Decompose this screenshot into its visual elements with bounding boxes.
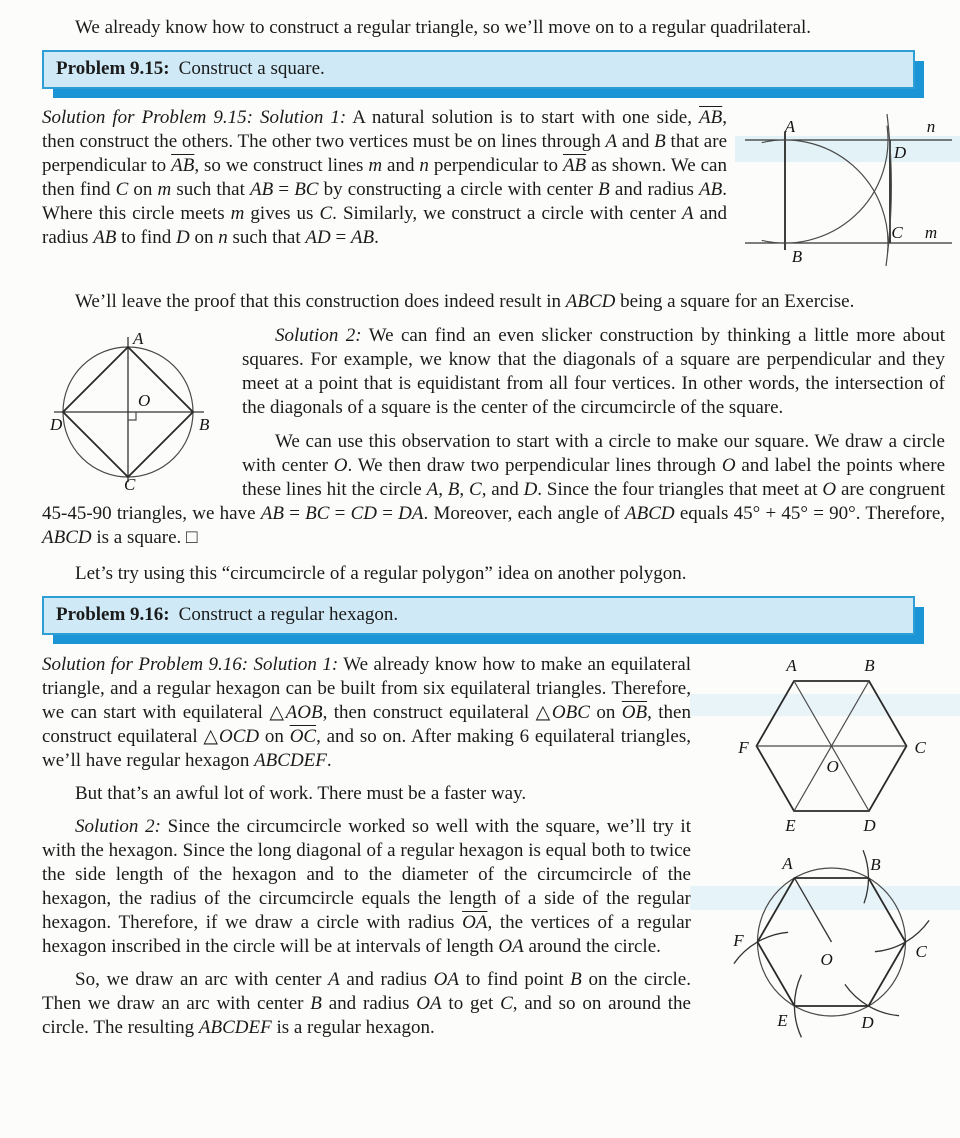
vertex-label-d: D: [861, 1013, 874, 1032]
text-run: Since the circumcircle worked so well with the square, we’ll try it with the hexagon. Since the long diagonal of a regular hexagon is equal both to twice the side length of the hexagon and to the diameter of the circumcircle of the hexagon, the radius of the circumcircle equals the length of a side of the regular hexagon. Therefore, if we draw a circle with radius: [42, 816, 691, 933]
vertex-label-f: F: [738, 738, 749, 757]
text-run: =: [273, 179, 295, 200]
text-run: , so we construct lines: [194, 155, 369, 176]
text-run: and radius: [609, 179, 700, 200]
problem-9-15-label: Problem 9.15:: [56, 58, 170, 79]
problem-9-16-title: Construct a regular hexagon.: [178, 604, 399, 625]
text-run: on the circle. Then we draw an arc with center: [42, 969, 691, 1014]
text-run: BC: [294, 179, 319, 200]
text-run: O: [822, 479, 837, 500]
problem-9-16-box: [42, 596, 915, 635]
text-run: We’ll leave the proof that this construction does indeed result in: [75, 291, 566, 312]
text-run: . Since the four triangles that meet at: [537, 479, 823, 500]
vertex-label-a: A: [133, 330, 144, 348]
text-run: and: [617, 131, 655, 152]
text-run: =: [329, 503, 351, 524]
problem-9-16-label: Problem 9.16:: [56, 604, 170, 625]
text-run: So, we draw an arc with center: [75, 969, 329, 990]
text-run: , then construct the others. The other two vertices must be on lines through: [42, 107, 727, 152]
text-run: AB: [93, 227, 117, 248]
text-run: on: [128, 179, 158, 200]
radius-oa: [795, 878, 832, 942]
vertex-label-c: C: [914, 738, 926, 757]
text-run: m: [230, 203, 245, 224]
text-run: O: [333, 455, 348, 476]
text-run: A natural solution is to start with one side,: [346, 107, 700, 128]
text-run: , then construct equilateral: [42, 702, 691, 747]
text-run: being a square for an Exercise.: [615, 291, 855, 312]
text-run: =: [283, 503, 306, 524]
vertex-label-d: D: [50, 415, 63, 434]
text-run: OA: [433, 969, 459, 990]
text-run: BC: [305, 503, 330, 524]
center-label-o: O: [826, 757, 839, 776]
text-run: Solution 2:: [275, 325, 362, 346]
text-run: CD: [350, 503, 377, 524]
vertex-label-b: B: [199, 415, 210, 434]
text-run: and: [382, 155, 420, 176]
vertex-label-d: D: [863, 816, 876, 835]
square-circumcircle-figure: [26, 330, 226, 500]
text-run: AB: [260, 503, 284, 524]
hexagon-triangles-figure: [703, 655, 959, 843]
text-run: and radius: [321, 993, 417, 1014]
text-run: and radius: [42, 203, 728, 248]
text-run: . Moreover, each angle of: [423, 503, 626, 524]
text-run: AB: [699, 179, 723, 200]
center-label-o: O: [138, 391, 151, 410]
text-run: and radius: [339, 969, 434, 990]
text-run: such that: [171, 179, 250, 200]
square-construction-svg: [741, 106, 959, 286]
text-run: ,: [438, 479, 448, 500]
text-run: and label the points where these lines hit the circle: [242, 455, 946, 500]
text-run: , then construct equilateral: [322, 702, 536, 723]
text-run: B: [447, 479, 460, 500]
vertex-label-c: C: [124, 475, 136, 494]
line-label-n: n: [926, 117, 936, 136]
text-run: , the vertices of a regular hexagon inscribed in the circle will be at intervals of length: [42, 912, 691, 957]
text-run: is a square. □: [91, 527, 198, 548]
text-run: B: [310, 993, 322, 1014]
text-run: Solution for Problem 9.15: Solution 1:: [42, 107, 347, 128]
text-run: AB: [250, 179, 274, 200]
vertex-label-f: F: [733, 931, 744, 950]
text-run: We can use this observation to start with a circle to make our square. We draw a circle with center: [242, 431, 945, 476]
vertex-label-a: A: [786, 656, 797, 675]
text-run: B: [598, 179, 610, 200]
vertex-label-a: A: [784, 117, 796, 136]
hexagon-circumcircle-svg: [703, 849, 959, 1053]
text-run: ABCDEF: [198, 1017, 272, 1038]
text-run: $\overline{AB}$: [562, 155, 587, 176]
vertex-label-b: B: [870, 855, 881, 874]
text-run: DA: [398, 503, 424, 524]
right-angle-mark: [128, 412, 136, 420]
text-run: .: [326, 750, 332, 771]
vertex-label-c: C: [915, 942, 927, 961]
text-run: $\overline{OA}$: [462, 912, 488, 933]
text-run: AD: [305, 227, 331, 248]
text-run: , and: [481, 479, 524, 500]
text-run: △: [535, 702, 552, 723]
text-run: B: [570, 969, 582, 990]
solution-9-16-section: [42, 653, 945, 1040]
text-run: OCD: [219, 726, 260, 747]
text-run: around the circle.: [523, 936, 661, 957]
text-run: We already know how to construct a regular triangle, so we’ll move on to a regular quadrilateral.: [75, 17, 812, 38]
text-run: Let’s try using this “circumcircle of a regular polygon” idea on another polygon.: [75, 563, 687, 584]
vertex-label-d: D: [893, 143, 907, 162]
text-run: is a regular hexagon.: [271, 1017, 435, 1038]
text-run: C: [319, 203, 333, 224]
text-run: C: [469, 479, 482, 500]
text-run: A: [426, 479, 439, 500]
text-run: equals 45° + 45° = 90°. Therefore,: [674, 503, 946, 524]
hexagon-triangles-svg: [703, 655, 959, 843]
text-run: that are perpendicular to: [42, 131, 728, 176]
text-run: ABCDEF: [254, 750, 327, 771]
text-run: ABCD: [625, 503, 675, 524]
text-run: m: [157, 179, 172, 200]
text-run: on: [189, 227, 219, 248]
vertex-label-c: C: [891, 223, 903, 242]
solution-9-15-section: [42, 106, 945, 266]
text-run: We already know how to make an equilateral triangle, and a regular hexagon can be built from six equilateral triangles. Therefore, we can start with equilateral: [42, 654, 691, 723]
text-run: A: [605, 131, 618, 152]
text-run: on: [259, 726, 290, 747]
text-run: by constructing a circle with center: [318, 179, 599, 200]
square-construction-figure: [741, 106, 959, 286]
text-run: O: [721, 455, 736, 476]
vertex-label-b: B: [791, 247, 803, 266]
text-run: =: [330, 227, 351, 248]
text-run: C: [115, 179, 129, 200]
text-run: We can find an even slicker construction by thinking a little more about squares. For example, we know that the diagonals of a square are perpendicular and they meet at a point that is equidistant from all four vertices. In other words, the intersection of the diagonals of a square is the center of the circumcircle of the square.: [242, 325, 945, 418]
line-label-m: m: [924, 223, 938, 242]
text-run: OBC: [551, 702, 590, 723]
text-run: △: [203, 726, 220, 747]
problem-9-15-title: Construct a square.: [178, 58, 325, 79]
vertex-label-a: A: [782, 854, 793, 873]
vertex-label-e: E: [785, 816, 796, 835]
text-run: $\overline{AB}$: [171, 155, 195, 176]
text-run: n: [419, 155, 429, 176]
text-run: perpendicular to: [428, 155, 563, 176]
vertex-label-e: E: [777, 1011, 788, 1030]
vertex-label-b: B: [864, 656, 875, 675]
text-run: $\overline{OC}$: [289, 726, 317, 747]
text-run: . We then draw two perpendicular lines through: [347, 455, 722, 476]
text-run: Solution for Problem 9.16: Solution 1:: [42, 654, 339, 675]
text-run: AOB: [285, 702, 323, 723]
text-run: C: [500, 993, 513, 1014]
text-run: OA: [498, 936, 524, 957]
solution-2-square-section: [42, 324, 945, 550]
text-run: , and so on. After making 6 equilateral triangles, we’ll have regular hexagon: [42, 726, 691, 771]
problem-9-15-box: [42, 50, 915, 89]
square-circumcircle-svg: [26, 330, 226, 500]
text-run: . Where this circle meets: [42, 179, 727, 224]
text-run: △: [269, 702, 286, 723]
text-run: B: [654, 131, 666, 152]
text-run: Solution 2:: [75, 816, 161, 837]
text-run: A: [328, 969, 340, 990]
text-run: ABCD: [42, 527, 92, 548]
text-run: n: [218, 227, 228, 248]
text-run: D: [176, 227, 190, 248]
text-run: . Similarly, we construct a circle with center: [332, 203, 682, 224]
lets-try-paragraph: [42, 562, 945, 586]
text-run: are congruent 45-45-90 triangles, we have: [42, 479, 945, 524]
text-run: $\overline{AB}$: [699, 107, 723, 128]
text-run: $\overline{OB}$: [621, 702, 648, 723]
text-run: ,: [459, 479, 469, 500]
text-run: A: [681, 203, 694, 224]
center-label-o: O: [820, 950, 833, 969]
text-run: to find: [116, 227, 177, 248]
text-run: such that: [227, 227, 306, 248]
text-run: as shown. We can then find: [42, 155, 727, 200]
text-run: D: [523, 479, 538, 500]
text-run: But that’s an awful lot of work. There must be a faster way.: [75, 783, 527, 804]
intro-paragraph: [42, 16, 945, 40]
exercise-note-paragraph: [42, 290, 945, 314]
text-run: .: [374, 227, 379, 248]
hexagon-circumcircle-figure: [703, 849, 959, 1053]
text-run: on: [589, 702, 622, 723]
text-run: to find point: [458, 969, 571, 990]
text-run: =: [377, 503, 399, 524]
text-run: AB: [350, 227, 375, 248]
text-run: m: [368, 155, 383, 176]
text-run: , and so on around the circle. The resulting: [42, 993, 691, 1038]
text-run: gives us: [244, 203, 320, 224]
text-run: ABCD: [565, 291, 616, 312]
text-run: OA: [416, 993, 442, 1014]
text-run: to get: [441, 993, 501, 1014]
